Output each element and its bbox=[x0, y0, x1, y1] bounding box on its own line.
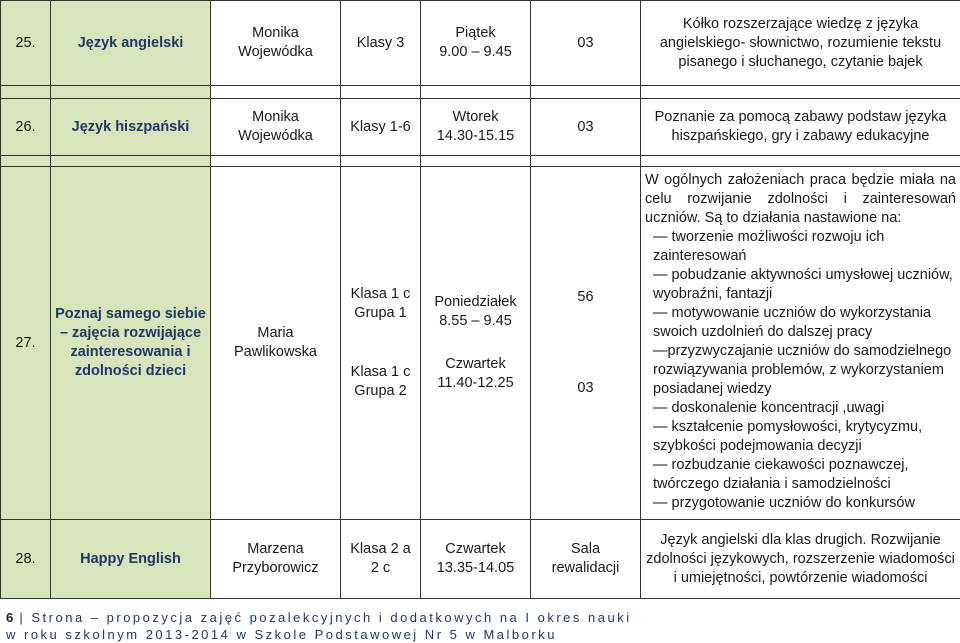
schedule-hours: 9.00 – 9.45 bbox=[439, 44, 512, 60]
schedule bbox=[421, 167, 531, 520]
room: 03 bbox=[531, 99, 641, 156]
teacher-name: Monika Wojewódka bbox=[211, 99, 341, 156]
goal-item: — doskonalenie koncentracji ,uwagi bbox=[653, 400, 885, 416]
class-group bbox=[341, 520, 421, 599]
goal-item: — pobudzanie aktywności umysłowej uczniów, wyobraźni, fantazji bbox=[653, 267, 953, 302]
row-gap bbox=[1, 156, 960, 167]
group-b: Grupa 2 bbox=[354, 383, 407, 399]
goal-item: — rozbudzanie ciekawości poznawczej, twórczego działania i samodzielności bbox=[653, 457, 909, 492]
group-a: Grupa 1 bbox=[354, 305, 407, 321]
table-row bbox=[1, 167, 960, 520]
subject-name: Język angielski bbox=[51, 1, 211, 86]
row-gap bbox=[1, 86, 960, 99]
table-row bbox=[1, 1, 960, 86]
row-number: 26. bbox=[1, 99, 51, 156]
table-row bbox=[1, 520, 960, 599]
room-b: 03 bbox=[577, 380, 594, 396]
teacher-name: Maria Pawlikowska bbox=[211, 167, 341, 520]
footer-line2: w roku szkolnym 2013-2014 w Szkole Podstawowej Nr 5 w Malborku bbox=[6, 627, 557, 642]
schedule bbox=[421, 99, 531, 156]
teacher-name: Marzena Przyborowicz bbox=[211, 520, 341, 599]
goal-item: — kształcenie pomysłowości, krytycyzmu, szybkości podejmowania decyzji bbox=[653, 419, 923, 454]
schedule bbox=[421, 1, 531, 86]
description bbox=[641, 167, 960, 520]
page-number: 6 bbox=[6, 610, 14, 625]
schedule-hours: 13.35-14.05 bbox=[436, 560, 515, 576]
schedule-hours: 14.30-15.15 bbox=[436, 128, 515, 144]
room-line: Sala bbox=[570, 541, 601, 557]
schedule bbox=[421, 520, 531, 599]
description: Poznanie za pomocą zabawy podstaw języka hiszpańskiego, gry i zabawy edukacyjne bbox=[641, 99, 960, 156]
table-row bbox=[1, 99, 960, 156]
description-intro: W ogólnych założeniach praca będzie miała na celu rozwijanie zdolności i zainteresowań uczniów. Są to działania nastawione na: bbox=[645, 172, 956, 226]
schedule-day: Wtorek bbox=[452, 109, 499, 125]
schedule-hours: 11.40-12.25 bbox=[437, 375, 514, 391]
goal-item: — przygotowanie uczniów do konkursów bbox=[653, 495, 915, 511]
schedule-day: Poniedziałek bbox=[434, 294, 517, 310]
description: Kółko rozszerzające wiedzę z języka angielskiego- słownictwo, rozumienie tekstu pisanego i słuchanego, czytanie bajek bbox=[641, 1, 960, 86]
teacher-name: Monika Wojewódka bbox=[211, 1, 341, 86]
class-group bbox=[341, 167, 421, 520]
class-line: Klasa 2 a bbox=[350, 541, 411, 557]
subject-name: Język hiszpański bbox=[51, 99, 211, 156]
description: Język angielski dla klas drugich. Rozwijanie zdolności językowych, rozszerzenie wiadomości i umiejętności, powtórzenie wiadomości bbox=[641, 520, 960, 599]
room-line: rewalidacji bbox=[551, 560, 620, 576]
schedule-hours: 8.55 – 9.45 bbox=[439, 313, 512, 329]
room bbox=[531, 520, 641, 599]
class-line: 2 c bbox=[370, 560, 391, 576]
class-group: Klasy 1-6 bbox=[341, 99, 421, 156]
room bbox=[531, 167, 641, 520]
schedule-day: Czwartek bbox=[445, 541, 506, 557]
class-b: Klasa 1 c bbox=[350, 364, 411, 380]
footer-line1: Strona – propozycja zajęć pozalekcyjnych i dodatkowych na I okres nauki bbox=[31, 610, 632, 625]
room-a: 56 bbox=[577, 289, 594, 305]
row-number: 27. bbox=[1, 167, 51, 520]
goal-item: —przyzwyczajanie uczniów do samodzielnego rozwiązywania problemów, z wykorzystaniem posiadanej wiedzy bbox=[653, 343, 952, 397]
subject-name: Happy English bbox=[51, 520, 211, 599]
subject-name: Poznaj samego siebie – zajęcia rozwijające zainteresowania i zdolności dzieci bbox=[51, 167, 211, 520]
goal-item: — tworzenie możliwości rozwoju ich zainteresowań bbox=[653, 229, 885, 264]
schedule-day: Piątek bbox=[455, 25, 496, 41]
page-footer bbox=[6, 609, 956, 643]
row-number: 28. bbox=[1, 520, 51, 599]
schedule-day: Czwartek bbox=[445, 356, 506, 372]
room: 03 bbox=[531, 1, 641, 86]
class-a: Klasa 1 c bbox=[350, 286, 411, 302]
footer-separator: | bbox=[19, 610, 26, 625]
row-number: 25. bbox=[1, 1, 51, 86]
class-group: Klasy 3 bbox=[341, 1, 421, 86]
goal-item: — motywowanie uczniów do wykorzystania swoich uzdolnień do dalszej pracy bbox=[653, 305, 932, 340]
